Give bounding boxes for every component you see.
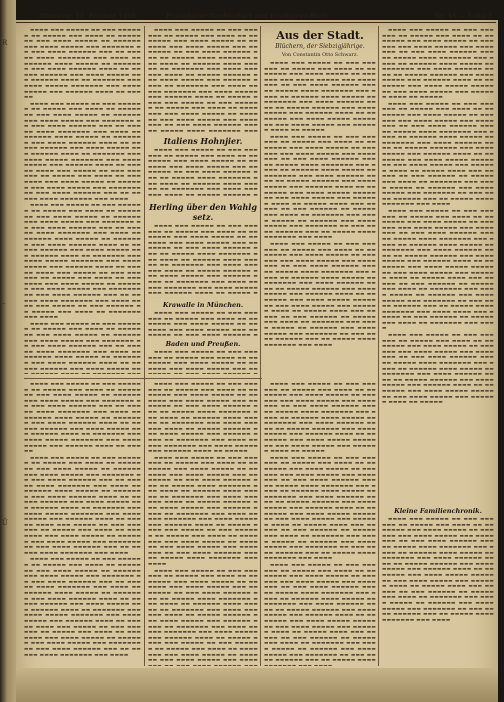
body-text: ▬▬▬▬ ▬▬▬ ▬▬▬▬▬ ▬▬ ▬▬▬ ▬▬▬▬▬▬ ▬▬ ▬▬▬▬▬ ▬▬▬ ▬▬▬▬ ▬▬ ▬▬▬▬▬▬▬ ▬▬▬ ▬▬▬▬ ▬▬▬▬▬ ▬▬ ▬▬▬▬▬▬ ▬▬▬ ▬▬▬▬ ▬▬▬▬▬ ▬▬▬ ▬▬▬▬▬▬▬ ▬▬ ▬▬▬ ▬▬▬▬ ▬▬▬▬▬▬ ▬▬▬ ▬▬ ▬▬▬▬▬ ▬▬▬▬ ▬▬▬▬▬▬▬ ▬▬▬ ▬▬▬▬ ▬▬ ▬▬▬▬▬▬ ▬▬▬▬ ▬▬▬▬▬ ▬▬ ▬▬▬▬▬▬▬ ▬▬▬ ▬▬▬▬ ▬▬▬▬▬▬ ▬▬▬▬ ▬▬ ▬▬▬▬▬ ▬▬▬▬▬▬ ▬▬▬ ▬▬▬▬ ▬▬▬▬▬ ▬▬▬ ▬▬▬▬▬▬ ▬▬▬▬ ▬▬ ▬▬▬▬▬▬▬ ▬▬▬ ▬▬▬▬ ▬▬▬▬▬ ▬▬▬▬▬▬▬ ▬▬▬ ▬▬▬▬ ▬▬▬▬▬ ▬▬▬ ▬▬▬▬▬▬ ▬▬▬▬ ▬▬ ▬▬▬▬▬ ▬▬▬▬ ▬▬▬ ▬▬▬▬▬ ▬▬ ▬▬▬ ▬▬▬▬▬▬ ▬▬ ▬▬▬▬▬ ▬▬▬ ▬▬▬▬ ▬▬ ▬▬▬▬▬▬▬ ▬▬▬ ▬▬▬▬ ▬▬▬▬▬ ▬▬ ▬▬▬▬▬▬ ▬▬▬ ▬▬▬▬ ▬▬▬▬▬ ▬▬▬ ▬▬▬▬▬▬▬ ▬▬ ▬▬▬ ▬▬▬▬ ▬▬▬▬▬▬ ▬▬▬ ▬▬ ▬▬▬▬▬ ▬▬▬▬ ▬▬▬▬▬▬▬ ▬▬▬ ▬▬▬▬ ▬▬ ▬▬▬▬▬▬ ▬▬▬▬ ▬▬▬▬▬ ▬▬ ▬▬▬▬▬▬▬ ▬▬▬ ▬▬▬▬ ▬▬▬▬▬▬ ▬▬▬▬ ▬▬ ▬▬▬▬▬ ▬▬▬▬▬▬ ▬▬▬ ▬▬▬▬ ▬▬▬▬▬ ▬▬▬ ▬▬▬▬▬▬ ▬▬▬▬ ▬▬ ▬▬▬▬▬▬▬ ▬▬▬ ▬▬▬▬ ▬▬▬▬▬ ▬▬▬▬▬▬▬ ▬▬▬ ▬▬▬▬ ▬▬▬▬▬ ▬▬▬ ▬▬▬▬▬▬ ▬▬▬▬ ▬▬ ▬▬▬▬▬ ▬▬▬▬ ▬▬▬ ▬▬▬▬▬ ▬▬ ▬▬▬ ▬▬▬▬▬▬ ▬▬ ▬▬▬▬▬ ▬▬▬ ▬▬▬▬ ▬▬ ▬▬▬▬▬▬▬ ▬▬▬ ▬▬▬▬ ▬▬▬▬▬ ▬▬ ▬▬▬▬▬▬ ▬▬▬ ▬▬▬▬ ▬▬▬▬▬ ▬▬▬ ▬▬▬▬▬▬▬ ▬▬ ▬▬▬ ▬▬▬▬ ▬▬▬▬▬▬ ▬▬▬ ▬▬ ▬▬▬▬▬ ▬▬▬▬ ▬▬▬▬▬▬▬ ▬▬▬ ▬▬▬▬ ▬▬▬▬ ▬▬▬ ▬▬▬▬▬ ▬▬ ▬▬▬ ▬▬▬▬▬▬ ▬▬ ▬▬▬▬▬ ▬▬▬ ▬▬▬▬ ▬▬ ▬▬▬▬▬▬▬ ▬▬▬ ▬▬▬▬ ▬▬▬▬▬ ▬▬ ▬▬▬▬▬▬ ▬▬▬ ▬▬▬▬ ▬▬▬▬▬ ▬▬▬ ▬▬▬▬▬▬▬ ▬▬ ▬▬▬ ▬▬▬▬ ▬▬▬▬▬▬ ▬▬▬ ▬▬ ▬▬▬▬▬ ▬▬▬▬ ▬▬▬▬▬▬▬ ▬▬▬ ▬▬▬▬ ▬▬ ▬▬▬▬▬▬ ▬▬▬▬ ▬▬▬▬▬ ▬▬ ▬▬▬▬▬▬▬ ▬▬▬ ▬▬▬▬ ▬▬▬▬▬▬ ▬▬▬▬ ▬▬ ▬▬▬▬▬ ▬▬▬▬▬▬ ▬▬▬ ▬▬▬▬ ▬▬▬▬▬ ▬▬▬ ▬▬▬▬▬▬ ▬▬▬▬ ▬▬ ▬▬▬▬▬▬▬ ▬▬▬ ▬▬▬▬ ▬▬▬▬▬ ▬▬▬▬▬▬▬ ▬▬▬ ▬▬▬▬ ▬▬▬▬▬ ▬▬▬ ▬▬▬▬▬▬ ▬▬▬▬ ▬▬ ▬▬▬▬▬ ▬▬▬▬ ▬▬▬ ▬▬▬▬▬ ▬▬ ▬▬▬ ▬▬▬▬▬▬ ▬▬ ▬▬▬▬▬ ▬▬▬ ▬▬▬▬ ▬▬ ▬▬▬▬▬▬▬ ▬▬▬ ▬▬▬▬ ▬▬▬▬▬ ▬▬ ▬▬▬▬▬▬ ▬▬▬ ▬▬▬▬ ▬▬▬▬▬ ▬▬▬ ▬▬▬▬▬▬▬ ▬▬ ▬▬▬ ▬▬▬▬ ▬▬▬▬▬▬ ▬▬▬ ▬▬ ▬▬▬▬▬ ▬▬▬▬ ▬▬▬▬▬▬▬ ▬▬▬ ▬▬▬▬ ▬▬▬▬ ▬▬▬ ▬▬▬▬▬ ▬▬ ▬▬▬ ▬▬▬▬▬▬ ▬▬ ▬▬▬▬▬ ▬▬▬ ▬▬▬▬ ▬▬ ▬▬▬▬▬▬▬ ▬▬▬ ▬▬▬▬ ▬▬▬▬ ▬▬▬ ▬▬▬▬▬ ▬▬ ▬▬▬ ▬▬▬▬▬▬ ▬▬ ▬▬▬▬▬ ▬▬▬ ▬▬▬▬ ▬▬ ▬▬▬▬▬▬▬ ▬▬▬ ▬▬▬▬ ▬▬▬▬▬ ▬▬ ▬▬▬▬▬▬ ▬▬▬ ▬▬▬▬ ▬▬▬▬▬ ▬▬▬ ▬▬▬▬▬▬▬ ▬▬ ▬▬▬ ▬▬▬▬ ▬▬▬▬▬▬ ▬▬▬ ▬▬ ▬▬▬▬▬ ▬▬▬▬ ▬▬▬▬▬▬▬ ▬▬▬ ▬▬▬▬ ▬▬ ▬▬▬▬▬▬ ▬▬▬▬ ▬▬▬▬▬ ▬▬ ▬▬▬▬▬▬▬ ▬▬▬ ▬▬▬▬ ▬▬▬▬▬▬ ▬▬▬▬ ▬▬ ▬▬▬▬▬ ▬▬▬▬▬▬ ▬▬▬ ▬▬▬▬ ▬▬▬▬▬ ▬▬ [24, 28, 141, 372]
column-3-lower [264, 382, 376, 666]
margin-mark: – [2, 299, 6, 307]
column-1-lower [24, 382, 141, 666]
header-masthead: Frankfurter Nachrichten und Intelligenz-Blatt [166, 12, 327, 20]
column-rule [378, 26, 379, 666]
column-3 [264, 28, 376, 374]
article-byline: Von Constantin Otto Schwarz. [281, 52, 359, 58]
article-subtitle: Blüchern, der Siebzigjährige. [275, 43, 365, 50]
body-text: ▬▬▬▬ ▬▬▬ ▬▬▬▬▬ ▬▬ ▬▬▬ ▬▬▬▬▬▬ ▬▬ ▬▬▬▬▬ ▬▬▬ ▬▬▬▬ ▬▬ ▬▬▬▬▬▬▬ ▬▬▬ ▬▬▬▬ ▬▬▬▬▬ ▬▬ ▬▬▬▬▬▬ ▬▬▬ ▬▬▬▬ ▬▬▬▬▬ ▬▬▬ ▬▬▬▬▬▬▬ ▬▬ ▬▬▬ ▬▬▬▬ ▬▬▬▬▬▬ ▬▬▬ ▬▬ ▬▬▬▬▬ ▬▬▬▬ ▬▬▬▬▬▬▬ ▬▬▬ ▬▬▬▬ ▬▬ ▬▬▬▬▬▬ ▬▬▬▬ ▬▬▬▬▬ ▬▬ ▬▬▬▬▬▬▬ ▬▬▬ ▬▬▬▬ ▬▬▬▬▬▬ ▬▬▬▬ ▬▬ ▬▬▬▬▬ ▬▬▬▬▬▬ ▬▬▬ ▬▬▬▬ ▬▬▬▬▬ ▬▬▬ ▬▬▬▬▬▬ ▬▬▬▬ ▬▬ ▬▬▬▬▬▬▬ ▬▬▬ ▬▬▬▬ ▬▬▬▬▬ ▬▬▬▬▬▬▬ ▬▬▬ ▬▬▬▬ ▬▬▬▬▬ ▬▬▬ ▬▬▬▬▬▬ ▬▬▬▬ ▬▬ ▬▬▬▬▬ ▬▬▬▬ ▬▬▬ ▬▬▬▬▬ ▬▬ ▬▬▬ ▬▬▬▬▬▬ ▬▬ ▬▬▬▬▬ ▬▬▬ ▬▬▬▬ ▬▬ ▬▬▬▬▬▬▬ ▬▬▬ ▬▬▬▬ ▬▬▬▬▬ ▬▬ ▬▬▬▬▬▬ ▬▬▬ ▬▬▬▬ ▬▬▬▬▬ ▬▬▬ ▬▬▬▬▬▬▬ ▬▬ ▬▬▬ ▬▬▬▬ ▬▬▬▬▬▬ ▬▬▬ ▬▬ ▬▬▬▬▬ ▬▬▬▬ ▬▬▬▬▬▬▬ ▬▬▬ ▬▬▬▬ [382, 517, 494, 623]
body-text: ▬▬▬▬ ▬▬▬ ▬▬▬▬▬ ▬▬ ▬▬▬ ▬▬▬▬▬▬ ▬▬ ▬▬▬▬▬ ▬▬▬ ▬▬▬▬ ▬▬ ▬▬▬▬▬▬▬ ▬▬▬ ▬▬▬▬ ▬▬▬▬▬ ▬▬ ▬▬▬▬▬▬ ▬▬▬ ▬▬▬▬ ▬▬▬▬▬ ▬▬▬ ▬▬▬▬▬▬▬ ▬▬ ▬▬▬ ▬▬▬▬ ▬▬▬▬▬▬ ▬▬▬ ▬▬ ▬▬▬▬▬ ▬▬▬▬ ▬▬▬▬▬▬▬ ▬▬▬ ▬▬▬▬ ▬▬ ▬▬▬▬▬▬ ▬▬▬▬ ▬▬▬▬▬ ▬▬ ▬▬▬▬▬▬▬ ▬▬▬ ▬▬▬▬ ▬▬▬▬▬▬ ▬▬▬▬ ▬▬ ▬▬▬▬▬ ▬▬▬▬▬▬ ▬ [148, 148, 258, 198]
body-text: ▬▬▬▬ ▬▬▬ ▬▬▬▬▬ ▬▬ ▬▬▬ ▬▬▬▬▬▬ ▬▬ ▬▬▬▬▬ ▬▬▬ ▬▬▬▬ ▬▬ ▬▬▬▬▬▬▬ ▬▬▬ ▬▬▬▬ ▬▬▬▬▬ ▬▬ ▬▬▬▬▬▬ ▬▬▬ ▬▬▬▬ ▬▬▬▬▬ ▬▬▬ ▬▬▬▬▬▬▬ ▬▬ ▬▬▬ ▬▬▬▬ ▬▬▬▬▬▬ ▬▬▬ ▬▬ ▬▬▬▬▬ ▬▬▬▬ ▬▬▬▬▬▬▬ ▬▬▬ ▬▬▬▬ ▬▬ ▬▬▬▬▬▬ ▬▬▬▬ ▬▬▬▬▬ ▬▬ ▬▬▬▬▬▬▬ ▬▬▬ ▬▬▬▬ ▬▬▬▬▬▬ ▬▬▬▬ ▬▬ ▬▬▬▬▬ ▬▬▬▬▬▬ ▬▬▬ ▬▬▬▬ ▬▬▬▬▬ ▬▬▬ ▬▬▬▬▬▬ ▬▬▬▬ ▬▬ ▬▬▬▬▬▬▬ ▬▬▬ ▬▬▬▬ ▬▬▬▬▬ ▬▬▬▬▬▬▬ ▬▬▬ ▬▬▬▬ ▬▬▬▬▬ ▬▬▬ ▬▬▬▬▬▬ ▬▬▬▬ ▬▬ ▬▬▬▬▬ ▬▬▬▬ ▬▬▬ ▬▬▬▬▬ ▬▬ ▬▬▬ ▬▬▬▬▬▬ ▬▬ ▬▬▬▬▬ ▬▬▬ ▬▬▬▬ ▬▬ ▬▬▬▬▬▬▬ ▬▬▬ ▬▬▬▬ ▬▬▬▬▬ ▬▬ ▬▬▬▬▬▬ ▬▬▬ ▬▬▬▬ ▬▬▬▬▬ ▬▬▬ ▬▬▬▬▬▬▬ ▬▬ ▬▬▬ ▬▬▬▬ ▬▬▬▬▬▬ ▬▬▬ ▬▬ ▬▬▬▬▬ ▬▬▬▬ ▬▬▬▬▬▬▬ ▬▬▬ ▬▬▬▬ ▬▬ ▬▬▬▬▬▬ ▬▬▬▬ ▬▬▬▬▬ ▬▬ ▬▬▬▬▬▬▬ ▬▬▬ ▬▬▬▬ ▬▬▬▬▬▬ ▬▬▬▬ ▬▬ ▬▬▬▬▬ ▬▬▬▬▬▬ ▬▬▬ ▬▬▬▬ ▬▬▬▬▬ ▬▬▬ ▬▬▬▬▬▬ ▬▬▬▬ ▬▬ ▬▬▬▬▬▬▬ ▬▬▬ ▬▬▬▬ ▬▬▬▬▬ ▬▬▬▬▬▬▬ ▬▬▬ ▬▬▬▬ ▬▬▬▬▬ ▬▬▬ ▬▬▬▬▬▬ ▬▬▬▬ ▬▬ ▬▬▬▬▬ ▬▬▬▬ ▬▬▬ ▬▬▬▬▬ ▬▬ ▬▬▬ ▬▬▬▬▬▬ ▬▬ ▬▬▬▬▬ ▬▬▬ ▬▬▬▬ ▬▬ ▬▬▬▬▬▬▬ ▬▬▬ ▬▬▬▬ ▬▬▬▬▬ ▬▬ ▬▬▬▬▬▬ ▬▬▬ ▬▬▬▬ ▬▬▬▬▬ ▬▬▬ ▬▬▬▬▬▬▬ ▬▬ ▬▬▬ ▬▬▬▬ ▬▬▬▬▬▬ ▬▬▬ ▬▬ ▬▬▬▬▬ ▬▬▬▬ ▬▬▬▬▬▬▬ ▬▬▬ ▬▬▬▬ ▬▬▬▬ ▬▬▬ ▬▬▬▬▬ ▬▬ ▬▬▬ ▬▬▬▬▬▬ ▬▬ ▬▬▬▬▬ ▬▬▬ ▬▬▬▬ ▬▬ ▬▬▬▬▬▬▬ ▬▬▬ ▬▬▬▬ ▬▬▬▬▬ ▬▬ ▬▬▬▬▬▬ ▬▬▬ ▬▬▬▬ ▬▬▬▬▬ ▬▬▬ ▬▬▬▬▬▬▬ ▬▬ ▬▬▬ ▬▬▬▬ ▬▬▬▬▬▬ ▬▬▬ ▬▬ ▬▬▬▬▬ ▬▬▬▬ ▬▬▬▬▬▬▬ ▬▬▬ ▬▬▬▬ ▬▬ ▬▬▬▬▬▬ ▬▬▬▬ ▬▬▬▬▬ ▬▬ ▬▬▬▬▬▬▬ ▬▬▬ ▬▬▬▬ ▬▬▬▬▬▬ ▬▬▬▬ ▬▬ ▬▬▬▬▬ ▬▬▬▬▬▬ ▬▬▬ ▬▬▬▬ ▬▬▬▬▬ ▬▬▬ ▬▬▬▬▬▬ ▬▬▬▬ ▬▬ ▬▬▬▬▬▬▬ ▬▬▬ ▬▬▬▬ ▬▬▬▬▬ ▬▬▬▬▬▬▬ ▬▬▬ ▬▬▬▬ ▬▬▬▬▬ ▬▬▬ ▬▬▬▬▬▬ ▬▬▬▬ ▬▬ ▬▬▬▬▬ ▬▬▬▬ ▬▬▬ ▬▬▬▬▬ ▬▬ ▬▬▬ ▬▬▬▬▬▬ ▬▬ ▬▬▬▬▬ ▬▬▬ ▬▬▬▬ ▬▬ ▬▬▬▬▬▬▬ ▬▬▬ ▬▬▬▬ ▬▬▬▬▬ ▬▬ ▬▬▬▬▬▬ ▬▬▬ ▬▬▬▬ ▬▬▬▬▬ ▬▬▬ ▬▬▬▬▬▬▬ ▬▬ ▬▬▬ ▬▬▬▬ ▬▬▬▬▬▬ ▬▬▬ ▬▬ ▬▬▬▬▬ ▬▬▬▬ [264, 382, 376, 664]
body-text: ▬▬▬▬ ▬▬▬ ▬▬▬▬▬ ▬▬ ▬▬▬ ▬▬▬▬▬▬ ▬▬ ▬▬▬▬▬ ▬▬▬ ▬▬▬▬ ▬▬ ▬▬▬▬▬▬▬ ▬▬▬ ▬▬▬▬ ▬▬▬▬▬ ▬▬ ▬▬▬▬▬▬ ▬▬▬ ▬▬▬▬ ▬▬▬▬▬ ▬▬▬ ▬▬▬▬▬▬▬ ▬▬ ▬▬▬ ▬▬▬▬ ▬▬▬▬▬▬ ▬▬▬ ▬▬ ▬▬▬▬▬ ▬▬▬▬ ▬▬▬▬▬▬▬ ▬▬▬ ▬▬▬▬ ▬▬ ▬▬▬▬▬▬ ▬▬▬▬ ▬▬▬▬▬ ▬▬ ▬▬▬▬▬▬▬ ▬▬▬ ▬▬▬▬ ▬▬▬▬▬▬ ▬▬▬▬ ▬▬ ▬▬▬▬▬ ▬▬▬▬▬▬ ▬▬▬ ▬▬▬▬ ▬▬▬▬▬ ▬▬▬ ▬▬▬▬▬▬ ▬▬▬▬ ▬▬ ▬▬▬▬▬▬▬ ▬▬▬ ▬▬▬▬ ▬▬▬▬▬ ▬▬▬▬▬▬▬ ▬▬▬ ▬▬▬▬ ▬▬▬▬▬ ▬▬▬ ▬▬▬▬▬▬ ▬▬▬▬ ▬▬ ▬▬▬▬▬ ▬▬▬▬ ▬▬▬ ▬▬▬▬▬ ▬▬ ▬▬▬ ▬▬▬▬▬▬ ▬▬ ▬▬▬▬▬ ▬▬▬ ▬▬▬▬ ▬▬ ▬▬▬▬▬▬▬ ▬▬▬ ▬▬▬▬ ▬▬▬▬▬ ▬▬ ▬▬▬▬▬▬ ▬▬▬ ▬▬▬▬ ▬▬▬▬▬ ▬▬▬ ▬▬▬▬▬▬▬ ▬▬ ▬▬▬ ▬▬▬▬ ▬▬▬▬▬▬ ▬▬▬ ▬▬ ▬▬▬▬▬ ▬▬▬▬ ▬▬▬▬▬▬▬ ▬▬▬ ▬▬▬▬ ▬▬ ▬▬▬▬▬▬ ▬▬▬▬ ▬▬▬▬▬ ▬▬ ▬▬▬▬▬▬▬ ▬▬▬ ▬▬▬▬ ▬▬▬▬▬▬ ▬▬▬▬ ▬▬ ▬▬▬▬▬ ▬▬▬▬▬▬ ▬▬▬ ▬▬▬▬ ▬▬▬▬▬ ▬▬▬ ▬▬▬▬▬▬ ▬▬▬▬ ▬▬ ▬▬▬▬▬▬▬ ▬▬▬ ▬▬▬▬ ▬▬▬▬▬ ▬▬▬▬▬▬▬ ▬▬▬ ▬▬▬▬ ▬▬▬▬▬ ▬▬▬ ▬▬▬▬▬▬ ▬▬▬▬ ▬▬ ▬▬▬▬▬ ▬▬▬▬ ▬▬▬ ▬▬▬▬▬ ▬▬ ▬▬▬ ▬▬▬▬▬▬ ▬▬ ▬▬▬▬▬ ▬▬▬ ▬▬▬▬ ▬▬ ▬▬▬▬▬▬▬ ▬▬▬ ▬▬▬▬ ▬▬▬▬▬ ▬▬ ▬▬▬▬▬▬ ▬▬▬ ▬▬▬▬ ▬▬▬▬▬ ▬▬▬ ▬▬▬▬▬▬▬ ▬▬ ▬▬▬ ▬▬▬▬ ▬▬▬▬▬▬ ▬▬▬ ▬▬ ▬▬▬▬▬ ▬▬▬▬ ▬▬▬▬▬▬▬ ▬▬▬ ▬▬▬▬ ▬▬▬▬ ▬▬▬ ▬▬▬▬▬ ▬▬ ▬▬▬ ▬▬▬▬▬▬ ▬▬ ▬▬▬▬▬ ▬▬▬ ▬▬▬▬ ▬▬ ▬▬▬▬▬▬▬ ▬▬▬ ▬▬▬▬ ▬▬▬▬▬ ▬▬ ▬▬▬▬▬▬ ▬▬▬ ▬▬▬▬ ▬▬▬▬▬ ▬▬▬ ▬▬▬▬▬▬▬ ▬▬ ▬▬▬ ▬▬▬▬ ▬▬▬▬▬▬ ▬▬▬ ▬▬ ▬▬▬▬▬ ▬▬▬▬ ▬▬▬▬▬▬▬ ▬▬▬ ▬▬▬▬ ▬▬ ▬▬▬▬▬▬ ▬▬▬▬ ▬▬▬▬▬ ▬▬ ▬▬▬▬▬▬▬ ▬▬▬ ▬▬▬▬ ▬▬▬▬▬▬ ▬▬▬▬ ▬▬ ▬▬▬▬▬ ▬▬▬▬▬▬ ▬▬▬ ▬▬▬▬ ▬▬▬▬▬ ▬▬▬ ▬▬▬▬▬▬ ▬▬▬▬ ▬▬ ▬▬▬▬▬▬▬ ▬▬▬ ▬▬▬▬ ▬▬▬▬▬ ▬▬▬▬▬▬▬ ▬▬▬ ▬▬▬▬ ▬▬▬▬▬ ▬▬▬ ▬▬▬▬▬▬ ▬▬▬▬ ▬▬ ▬▬▬▬▬ ▬▬▬▬ ▬▬▬ ▬▬▬▬▬ ▬▬ ▬▬▬ ▬▬▬▬▬▬ ▬▬ ▬▬▬▬▬ ▬▬▬ ▬▬▬▬ ▬▬ ▬▬▬▬▬▬▬ ▬▬▬ ▬▬▬▬ ▬▬▬▬▬ ▬▬ ▬▬▬▬▬▬ ▬▬▬ ▬▬▬▬ ▬▬▬▬▬ ▬▬▬ ▬▬▬▬▬▬▬ ▬▬ ▬▬▬ ▬▬▬▬ ▬▬▬▬▬▬ ▬▬▬ ▬▬ ▬▬▬▬▬ ▬▬▬▬ ▬▬▬▬▬▬▬ ▬▬▬ ▬▬▬▬ ▬▬▬▬ ▬▬▬ ▬▬▬▬▬ ▬▬ ▬▬▬ ▬▬▬▬▬▬ ▬▬ ▬▬▬▬▬ ▬▬▬ ▬▬▬▬ ▬▬ ▬▬▬▬▬▬▬ ▬▬▬ ▬▬▬▬ ▬▬▬▬ ▬▬▬ ▬▬▬▬▬ ▬▬ ▬▬▬ ▬▬▬▬▬▬ ▬▬ ▬▬▬▬▬ ▬▬▬ ▬▬▬▬ ▬▬ ▬▬▬▬▬▬▬ ▬▬▬ ▬▬▬▬ ▬▬▬▬▬ ▬▬ ▬▬▬▬▬▬ ▬▬▬ ▬▬▬▬ ▬▬▬▬▬ ▬▬▬ ▬▬▬▬▬▬▬ ▬▬ ▬▬▬ ▬▬▬▬ ▬▬▬▬▬▬ ▬▬▬ ▬▬ ▬▬▬▬▬ ▬▬▬▬ ▬▬▬▬▬▬▬ ▬▬▬ ▬▬▬▬ ▬▬ ▬▬▬▬▬▬ ▬▬▬▬ ▬▬▬▬▬ ▬▬ ▬▬▬▬▬▬▬ ▬▬▬ ▬▬▬▬ ▬▬▬▬▬▬ ▬▬▬▬ ▬▬ ▬▬▬▬▬ ▬▬▬▬▬▬ ▬▬▬ ▬▬▬▬ ▬▬▬▬▬ ▬▬▬ ▬▬▬▬▬▬ ▬▬▬▬ ▬▬ ▬▬▬▬▬▬▬ ▬▬▬ ▬▬▬▬ ▬▬▬▬▬ ▬▬▬▬▬▬▬ ▬▬▬ ▬▬▬▬ ▬▬▬▬▬ ▬▬▬ ▬▬▬▬▬▬ ▬▬▬▬ ▬▬ ▬▬▬▬▬ [382, 28, 494, 406]
section-headline: Aus der Stadt. [276, 29, 364, 42]
header-date: Dienstag, 12. Februar 1918. [40, 12, 139, 20]
body-text: ▬▬▬▬ ▬▬▬ ▬▬▬▬▬ ▬▬ ▬▬▬ ▬▬▬▬▬▬ ▬▬ ▬▬▬▬▬ ▬▬▬ ▬▬▬▬ ▬▬ ▬▬▬▬▬▬▬ ▬▬▬ ▬▬▬▬ ▬▬▬▬▬ ▬▬ ▬▬▬▬▬▬ ▬▬▬ ▬▬▬▬ ▬▬▬▬▬ ▬▬▬ ▬▬▬▬▬▬▬ ▬▬ ▬▬▬ ▬▬▬▬ ▬▬▬▬▬▬ ▬▬▬ ▬▬ ▬▬▬▬▬ ▬▬▬▬ ▬▬▬▬▬▬▬ ▬▬▬ ▬▬▬▬ ▬▬ ▬▬▬▬▬▬ ▬▬▬▬ ▬▬▬▬▬ ▬▬ ▬▬▬▬▬▬▬ ▬▬▬ ▬▬▬▬ ▬▬▬▬▬▬ ▬▬▬▬ ▬▬ ▬▬▬▬▬ ▬▬▬▬▬▬ ▬▬▬ ▬▬▬▬ ▬▬▬▬▬ ▬▬▬ ▬▬▬▬▬▬ ▬▬▬▬ ▬▬ ▬▬▬▬▬▬▬ ▬▬▬ ▬▬▬▬ ▬▬▬▬▬ ▬▬▬▬▬▬▬ ▬▬▬ ▬▬▬▬ ▬▬▬▬▬ ▬▬▬ ▬▬▬▬▬▬ ▬▬▬▬ ▬▬ ▬▬▬▬▬ ▬▬▬▬ ▬▬▬ ▬▬▬▬▬ ▬▬ ▬▬▬ ▬▬▬▬▬▬ ▬▬ ▬▬▬▬▬ ▬▬▬ ▬▬▬▬ ▬▬ ▬▬▬▬▬▬▬ ▬▬▬ ▬▬▬▬ ▬▬▬▬▬ ▬▬ ▬▬▬▬▬▬ ▬▬▬ ▬▬▬▬ ▬▬▬▬▬ ▬▬▬ ▬▬▬▬▬▬▬ ▬▬ ▬▬▬ ▬▬▬▬ ▬▬▬▬▬▬ ▬▬▬ ▬▬ ▬▬▬▬▬ ▬▬▬▬ ▬▬▬▬▬▬▬ ▬▬▬ ▬▬▬▬ ▬▬ ▬▬▬▬▬▬ ▬▬▬▬ ▬▬▬▬▬ ▬▬ ▬▬▬▬▬▬▬ ▬▬▬ ▬▬▬▬ ▬▬▬▬▬▬ ▬▬▬▬ ▬▬ ▬▬▬▬▬ ▬▬▬▬▬▬ ▬▬▬ ▬▬▬▬ ▬▬▬▬▬ ▬▬▬ ▬▬▬▬▬▬ ▬▬▬▬ ▬▬ ▬▬▬▬▬▬▬ ▬▬▬ ▬▬▬▬ ▬▬▬▬▬ ▬▬▬▬▬▬▬ ▬▬▬ ▬▬▬▬ ▬▬▬▬▬ ▬▬▬ ▬▬▬▬▬▬ ▬▬▬▬ ▬▬ ▬▬▬▬▬ ▬▬▬▬ ▬▬▬ ▬▬▬▬▬ ▬▬ ▬▬▬ ▬▬▬▬▬▬ ▬▬ ▬▬▬▬▬ ▬▬▬ ▬▬▬▬ ▬▬ ▬▬▬▬▬▬▬ ▬▬▬ ▬▬▬▬ ▬▬▬▬▬ ▬▬ ▬▬▬▬▬▬ ▬▬▬ ▬▬▬▬ ▬▬▬▬▬ ▬▬▬ ▬▬▬▬▬▬▬ ▬▬ ▬▬▬ ▬▬▬▬ ▬▬▬▬▬▬ ▬▬▬ ▬▬ ▬▬▬▬▬ ▬▬▬▬ ▬▬▬▬▬▬▬ ▬▬▬ ▬▬▬▬ ▬▬▬▬ ▬▬▬ ▬▬▬▬▬ ▬▬ ▬▬▬ ▬▬▬▬▬▬ ▬▬ ▬▬▬▬▬ ▬▬▬ ▬▬▬▬ ▬▬ ▬▬▬▬▬▬▬ ▬▬▬ ▬▬▬▬ ▬▬▬▬▬ ▬▬ ▬▬▬▬▬▬ ▬▬▬ ▬▬▬▬ ▬▬▬▬▬ ▬▬▬ ▬▬▬▬▬▬▬ ▬▬ ▬▬▬ ▬▬▬▬ ▬▬▬▬▬▬ ▬▬▬ ▬▬ ▬▬▬▬▬ ▬▬▬▬ ▬▬▬▬▬▬▬ ▬▬▬ ▬▬▬▬ ▬▬ ▬▬▬▬▬▬ ▬▬▬▬ ▬▬▬▬▬ ▬▬ ▬▬▬▬▬▬▬ ▬▬▬ ▬▬▬▬ ▬▬▬▬▬▬ ▬▬▬▬ ▬▬ ▬▬▬▬▬ ▬▬▬▬▬▬ ▬▬▬ ▬▬▬▬ ▬▬▬▬▬ ▬▬▬ ▬▬▬▬▬▬ ▬▬▬▬ ▬▬ ▬▬▬▬▬▬▬ ▬▬▬ ▬▬▬▬ ▬▬▬▬▬ ▬▬▬▬▬▬▬ ▬▬▬ ▬▬▬▬ ▬▬▬▬▬ ▬▬▬ ▬▬▬▬▬▬ ▬▬▬▬ ▬▬ ▬▬▬▬▬ ▬▬▬▬ ▬▬▬ ▬▬▬▬▬ ▬▬ ▬▬▬ ▬▬▬▬▬▬ ▬▬ ▬▬▬▬▬ ▬▬▬ ▬▬▬▬ ▬▬ ▬▬▬▬▬▬▬ ▬▬▬ ▬▬▬▬ ▬▬▬▬▬ ▬▬ ▬▬▬▬▬▬ ▬▬▬ ▬▬▬▬ ▬▬▬▬▬ ▬▬▬ ▬▬▬▬▬▬▬ ▬▬ ▬▬▬ ▬▬▬▬ ▬▬▬▬▬▬ ▬▬▬ ▬▬ ▬▬▬▬▬ ▬▬▬▬ ▬▬▬▬▬▬▬ ▬▬▬ ▬▬▬▬ [24, 382, 141, 658]
column-1 [24, 28, 141, 374]
margin-mark: Ü [2, 519, 8, 527]
page-header [16, 10, 496, 23]
body-text: ▬▬▬▬ ▬▬▬ ▬▬▬▬▬ ▬▬ ▬▬▬ ▬▬▬▬▬▬ ▬▬ ▬▬▬▬▬ ▬▬▬ ▬▬▬▬ ▬▬ ▬▬▬▬▬▬▬ ▬▬▬ ▬▬▬▬ ▬▬▬▬▬ ▬▬ ▬▬▬▬▬▬ ▬▬▬ ▬▬▬▬ ▬▬▬▬▬ ▬▬▬ ▬▬▬▬▬▬▬ ▬▬ ▬▬▬ ▬▬▬▬ ▬▬▬▬▬▬ ▬ [148, 311, 258, 337]
body-text: ▬▬▬▬ ▬▬▬ ▬▬▬▬▬ ▬▬ ▬▬▬ ▬▬▬▬▬▬ ▬▬ ▬▬▬▬▬ ▬▬▬ ▬▬▬▬ ▬▬ ▬▬▬▬▬▬▬ ▬▬▬ ▬▬▬▬ ▬▬▬▬▬ ▬▬ ▬▬▬▬▬▬ ▬▬▬ ▬▬▬▬ ▬▬▬▬▬ ▬▬▬ ▬▬▬▬▬▬▬ ▬▬ ▬▬▬ ▬▬▬▬ ▬▬▬▬▬▬ ▬▬▬ ▬▬ ▬▬▬▬▬ ▬▬▬▬ ▬▬▬▬▬▬▬ ▬▬▬ ▬▬▬▬ ▬▬ ▬▬▬▬▬▬ ▬▬▬▬ ▬▬▬▬▬ ▬▬ ▬▬▬▬▬▬▬ ▬▬▬ ▬▬▬▬ ▬▬▬▬▬▬ ▬▬▬▬ ▬▬ ▬▬▬▬▬ ▬▬▬▬▬▬ ▬▬▬ ▬▬▬▬ ▬▬▬▬▬ ▬▬▬ ▬▬▬▬▬▬ ▬▬▬▬ ▬▬ ▬▬▬▬▬▬▬ ▬▬▬ ▬▬▬▬ ▬▬▬▬▬ ▬▬▬▬▬▬▬ ▬▬▬ ▬▬▬▬ ▬▬▬▬▬ ▬▬▬ ▬▬▬▬▬▬ ▬▬▬▬ ▬▬ ▬▬▬▬▬ ▬▬▬▬ ▬▬▬ ▬▬▬▬▬ ▬▬ ▬▬▬ ▬▬▬▬▬▬ ▬▬ ▬▬▬▬▬ ▬▬▬ ▬▬▬▬ ▬▬ ▬▬▬▬▬▬▬ ▬▬▬ ▬▬▬▬ ▬▬▬▬▬ ▬▬ ▬▬▬▬▬▬ ▬▬▬ ▬▬▬▬ ▬▬▬▬▬ ▬▬▬ ▬▬▬▬▬▬▬ ▬▬ ▬▬▬ ▬▬▬▬ ▬▬▬▬▬▬ ▬▬▬ ▬▬ ▬▬▬▬▬ ▬▬▬▬ ▬▬▬▬▬▬▬ ▬▬▬ [148, 28, 258, 132]
column-2-lower [148, 382, 258, 666]
margin-mark: R [2, 39, 8, 47]
column-2 [148, 28, 258, 374]
column-rule [144, 26, 145, 666]
page-bottom-fold [16, 668, 498, 702]
article-headline: Italiens Hohnjier. [163, 136, 243, 146]
body-text: ▬▬▬▬ ▬▬▬ ▬▬▬▬▬ ▬▬ ▬▬▬ ▬▬▬▬▬▬ ▬▬ ▬▬▬▬▬ ▬▬▬ ▬▬▬▬ ▬▬ ▬▬▬▬▬▬▬ ▬▬▬ ▬▬▬▬ ▬▬▬▬▬ ▬▬ ▬▬▬▬▬▬ ▬▬▬ ▬▬▬▬ ▬▬▬▬▬ ▬▬▬ ▬▬▬▬▬▬▬ ▬▬ ▬▬▬ ▬▬▬▬ ▬▬▬▬▬▬ ▬▬▬ ▬▬ ▬▬▬▬▬ ▬▬▬▬ ▬▬▬▬▬▬▬ ▬▬▬ ▬▬▬▬ ▬▬ ▬▬▬▬▬▬ ▬▬▬▬ ▬▬▬▬▬ ▬▬ ▬▬▬▬▬▬▬ ▬▬▬ ▬▬▬▬ ▬▬▬▬▬▬ ▬▬▬▬ ▬▬ ▬▬▬▬▬ ▬▬▬▬▬▬ ▬▬▬ ▬▬▬▬ ▬▬▬▬▬ ▬▬▬ ▬▬▬▬▬▬ ▬▬▬▬ ▬▬ ▬▬▬▬▬▬▬ ▬▬▬ ▬▬▬▬ ▬▬▬▬▬ ▬▬▬▬▬▬▬ ▬▬▬ ▬▬▬▬ ▬▬▬▬▬ ▬▬▬ ▬▬▬▬▬▬ ▬▬▬▬ ▬▬ ▬▬▬▬▬ ▬ [148, 224, 258, 297]
article-headline: Krawalle in München. [162, 301, 244, 309]
column-4 [382, 28, 494, 498]
article-headline: Kleine Familienchronik. [394, 507, 482, 515]
body-text: ▬▬▬▬ ▬▬▬ ▬▬▬▬▬ ▬▬ ▬▬▬ ▬▬▬▬▬▬ ▬▬ ▬▬▬▬▬ ▬▬▬ ▬▬▬▬ ▬▬ ▬▬▬▬▬▬▬ ▬▬▬ ▬▬▬▬ ▬▬▬▬▬ ▬▬ ▬▬▬▬▬▬ ▬▬▬ ▬▬▬▬ ▬▬▬▬▬ ▬▬▬ ▬▬ [148, 350, 258, 372]
body-text: ▬▬▬▬ ▬▬▬ ▬▬▬▬▬ ▬▬ ▬▬▬ ▬▬▬▬▬▬ ▬▬ ▬▬▬▬▬ ▬▬▬ ▬▬▬▬ ▬▬ ▬▬▬▬▬▬▬ ▬▬▬ ▬▬▬▬ ▬▬▬▬▬ ▬▬ ▬▬▬▬▬▬ ▬▬▬ ▬▬▬▬ ▬▬▬▬▬ ▬▬▬ ▬▬▬▬▬▬▬ ▬▬ ▬▬▬ ▬▬▬▬ ▬▬▬▬▬▬ ▬▬▬ ▬▬ ▬▬▬▬▬ ▬▬▬▬ ▬▬▬▬▬▬▬ ▬▬▬ ▬▬▬▬ ▬▬ ▬▬▬▬▬▬ ▬▬▬▬ ▬▬▬▬▬ ▬▬ ▬▬▬▬▬▬▬ ▬▬▬ ▬▬▬▬ ▬▬▬▬▬▬ ▬▬▬▬ ▬▬ ▬▬▬▬▬ ▬▬▬▬▬▬ ▬▬▬ ▬▬▬▬ ▬▬▬▬▬ ▬▬▬ ▬▬▬▬▬▬ ▬▬▬▬ ▬▬ ▬▬▬▬▬▬▬ ▬▬▬ ▬▬▬▬ ▬▬▬▬▬ ▬▬▬▬▬▬▬ ▬▬▬ ▬▬▬▬ ▬▬▬▬▬ ▬▬▬ ▬▬▬▬▬▬ ▬▬▬▬ ▬▬ ▬▬▬▬▬ ▬▬▬▬ ▬▬▬ ▬▬▬▬▬ ▬▬ ▬▬▬ ▬▬▬▬▬▬ ▬▬ ▬▬▬▬▬ ▬▬▬ ▬▬▬▬ ▬▬ ▬▬▬▬▬▬▬ ▬▬▬ ▬▬▬▬ ▬▬▬▬▬ ▬▬ ▬▬▬▬▬▬ ▬▬▬ ▬▬▬▬ ▬▬▬▬▬ ▬▬▬ ▬▬▬▬▬▬▬ ▬▬ ▬▬▬ ▬▬▬▬ ▬▬▬▬▬▬ ▬▬▬ ▬▬ ▬▬▬▬▬ ▬▬▬▬ ▬▬▬▬▬▬▬ ▬▬▬ ▬▬▬▬ ▬▬ ▬▬▬▬▬▬ ▬▬▬▬ ▬▬▬▬▬ ▬▬ ▬▬▬▬▬▬▬ ▬▬▬ ▬▬▬▬ ▬▬▬▬▬▬ ▬▬▬▬ ▬▬ ▬▬▬▬▬ ▬▬▬▬▬▬ ▬▬▬ ▬▬▬▬ ▬▬▬▬▬ ▬▬▬ ▬▬▬▬▬▬ ▬▬▬▬ ▬▬ ▬▬▬▬▬▬▬ ▬▬▬ ▬▬▬▬ ▬▬▬▬▬ ▬▬▬▬▬▬▬ ▬▬▬ ▬▬▬▬ ▬▬▬▬▬ ▬▬▬ ▬▬▬▬▬▬ ▬▬▬▬ ▬▬ ▬▬▬▬▬ ▬▬▬▬ ▬▬▬ ▬▬▬▬▬ ▬▬ ▬▬▬ ▬▬▬▬▬▬ ▬▬ ▬▬▬▬▬ ▬▬▬ ▬▬▬▬ ▬▬ ▬▬▬▬▬▬▬ ▬▬▬ ▬▬▬▬ ▬▬▬▬▬ ▬▬ ▬▬▬▬▬▬ ▬▬▬ ▬▬▬▬ ▬▬▬▬▬ ▬▬▬ ▬▬▬▬▬▬▬ ▬▬ ▬▬▬ ▬▬▬▬ ▬▬▬▬▬▬ ▬▬▬ ▬▬ ▬▬▬▬▬ ▬▬▬▬ ▬▬▬▬▬▬▬ ▬▬▬ ▬▬▬▬ ▬▬▬▬ ▬▬▬ ▬▬▬▬▬ ▬▬ ▬▬▬ ▬▬▬▬▬▬ ▬▬ ▬▬▬▬▬ ▬▬▬ ▬▬▬▬ ▬▬ ▬▬▬▬▬▬▬ ▬▬▬ ▬▬▬▬ ▬▬▬▬▬ ▬▬ ▬▬▬▬▬▬ ▬▬▬ ▬▬▬▬ ▬▬▬▬▬ ▬▬▬ ▬▬▬▬▬▬▬ ▬▬ ▬▬▬ ▬▬▬▬ ▬▬▬▬▬▬ ▬▬▬ ▬▬ ▬▬▬▬▬ ▬▬▬▬ ▬▬▬▬▬▬▬ ▬▬▬ ▬▬▬▬ ▬▬ ▬▬▬▬▬▬ ▬▬▬▬ ▬▬▬▬▬ ▬▬ ▬▬▬▬▬▬▬ ▬▬▬ ▬▬▬▬ ▬▬▬▬▬▬ ▬▬▬▬ ▬▬ ▬▬▬▬▬ ▬▬▬▬▬▬ ▬▬▬ ▬▬▬▬ ▬▬▬▬▬ ▬▬▬ ▬▬▬▬▬▬ ▬▬▬▬ ▬▬ ▬▬▬▬▬▬▬ ▬▬▬ ▬▬▬▬ ▬▬▬▬▬ ▬▬▬▬▬▬▬ ▬▬▬ ▬▬▬▬ ▬▬▬▬▬ ▬▬▬ ▬▬▬▬▬▬ ▬▬▬▬ ▬▬ ▬▬▬▬▬ ▬▬▬▬ ▬▬▬ ▬▬▬▬▬ ▬▬ ▬▬▬ ▬▬▬▬▬▬ ▬▬ ▬▬▬▬▬ ▬▬▬ ▬▬▬▬ ▬▬ ▬▬▬▬▬▬▬ ▬▬▬ ▬▬▬▬ ▬▬▬▬▬ ▬▬ ▬▬▬▬▬▬ ▬▬▬ ▬▬▬▬ ▬▬▬▬▬ ▬▬▬ ▬▬▬▬▬▬▬ ▬▬ ▬▬▬ ▬▬▬▬ ▬▬▬▬▬▬ ▬▬▬ ▬▬ ▬▬▬▬▬ ▬▬▬▬ ▬▬▬▬▬▬▬ ▬▬▬ ▬▬▬▬ [264, 61, 376, 348]
article-headline: Herling über den Wahlgsetz. [149, 202, 257, 222]
section-rule [24, 378, 262, 379]
column-4-lower [382, 504, 494, 666]
column-rule [260, 26, 261, 666]
body-text: ▬▬▬▬ ▬▬▬ ▬▬▬▬▬ ▬▬ ▬▬▬ ▬▬▬▬▬▬ ▬▬ ▬▬▬▬▬ ▬▬▬ ▬▬▬▬ ▬▬ ▬▬▬▬▬▬▬ ▬▬▬ ▬▬▬▬ ▬▬▬▬▬ ▬▬ ▬▬▬▬▬▬ ▬▬▬ ▬▬▬▬ ▬▬▬▬▬ ▬▬▬ ▬▬▬▬▬▬▬ ▬▬ ▬▬▬ ▬▬▬▬ ▬▬▬▬▬▬ ▬▬▬ ▬▬ ▬▬▬▬▬ ▬▬▬▬ ▬▬▬▬▬▬▬ ▬▬▬ ▬▬▬▬ ▬▬ ▬▬▬▬▬▬ ▬▬▬▬ ▬▬▬▬▬ ▬▬ ▬▬▬▬▬▬▬ ▬▬▬ ▬▬▬▬ ▬▬▬▬▬▬ ▬▬▬▬ ▬▬ ▬▬▬▬▬ ▬▬▬▬▬▬ ▬▬▬ ▬▬▬▬ ▬▬▬▬▬ ▬▬▬ ▬▬▬▬▬▬ ▬▬▬▬ ▬▬ ▬▬▬▬▬▬▬ ▬▬▬ ▬▬▬▬ ▬▬▬▬▬ ▬▬▬▬▬▬▬ ▬▬▬ ▬▬▬▬ ▬▬▬▬▬ ▬▬▬ ▬▬▬▬▬▬ ▬▬▬▬ ▬▬ ▬▬▬▬▬ ▬▬▬▬ ▬▬▬ ▬▬▬▬▬ ▬▬ ▬▬▬ ▬▬▬▬▬▬ ▬▬ ▬▬▬▬▬ ▬▬▬ ▬▬▬▬ ▬▬ ▬▬▬▬▬▬▬ ▬▬▬ ▬▬▬▬ ▬▬▬▬▬ ▬▬ ▬▬▬▬▬▬ ▬▬▬ ▬▬▬▬ ▬▬▬▬▬ ▬▬▬ ▬▬▬▬▬▬▬ ▬▬ ▬▬▬ ▬▬▬▬ ▬▬▬▬▬▬ ▬▬▬ ▬▬ ▬▬▬▬▬ ▬▬▬▬ ▬▬▬▬▬▬▬ ▬▬▬ ▬▬▬▬ ▬▬ ▬▬▬▬▬▬ ▬▬▬▬ ▬▬▬▬▬ ▬▬ ▬▬▬▬▬▬▬ ▬▬▬ ▬▬▬▬ ▬▬▬▬▬▬ ▬▬▬▬ ▬▬ ▬▬▬▬▬ ▬▬▬▬▬▬ ▬▬▬ ▬▬▬▬ ▬▬▬▬▬ ▬▬▬ ▬▬▬▬▬▬ ▬▬▬▬ ▬▬ ▬▬▬▬▬▬▬ ▬▬▬ ▬▬▬▬ ▬▬▬▬▬ ▬▬▬▬▬▬▬ ▬▬▬ ▬▬▬▬ ▬▬▬▬▬ ▬▬▬ ▬▬▬▬▬▬ ▬▬▬▬ ▬▬ ▬▬▬▬▬ ▬▬▬▬ ▬▬▬ ▬▬▬▬▬ ▬▬ ▬▬▬ ▬▬▬▬▬▬ ▬▬ ▬▬▬▬▬ ▬▬▬ ▬▬▬▬ ▬▬ ▬▬▬▬▬▬▬ ▬▬▬ ▬▬▬▬ ▬▬▬▬▬ ▬▬ ▬▬▬▬▬▬ ▬▬▬ ▬▬▬▬ ▬▬▬▬▬ ▬▬▬ ▬▬▬▬▬▬▬ ▬▬ ▬▬▬ ▬▬▬▬ ▬▬▬▬▬▬ ▬▬▬ ▬▬ ▬▬▬▬▬ ▬▬▬▬ ▬▬▬▬▬▬▬ ▬▬▬ ▬▬▬▬ ▬▬▬▬ ▬▬▬ ▬▬▬▬▬ ▬▬ ▬▬▬ ▬▬▬▬▬▬ ▬▬ ▬▬▬▬▬ ▬▬▬ ▬▬▬▬ ▬▬ ▬▬▬▬▬▬▬ ▬▬▬ ▬▬▬▬ ▬▬▬▬▬ ▬▬ ▬▬▬▬▬▬ ▬▬▬ ▬▬▬▬ ▬▬▬▬▬ ▬▬▬ ▬▬▬▬▬▬▬ ▬▬ ▬▬▬ ▬▬▬▬ ▬▬▬▬▬▬ ▬▬▬ ▬▬ ▬▬▬▬▬ ▬▬▬▬ ▬▬▬▬▬▬▬ ▬▬▬ ▬▬▬▬ ▬▬ ▬▬▬▬▬▬ ▬▬▬▬ ▬▬▬▬▬ ▬▬ ▬▬▬▬▬▬▬ ▬▬▬ ▬▬▬▬ ▬▬▬▬▬▬ ▬▬▬▬ ▬▬ ▬▬▬▬▬ ▬▬▬▬▬▬ ▬▬▬ ▬▬▬▬ ▬▬▬▬▬ ▬▬▬ ▬▬▬▬▬▬ ▬▬▬▬ ▬▬ ▬▬▬▬▬▬▬ ▬▬▬ ▬▬▬▬ ▬▬▬▬▬ ▬▬▬▬▬▬▬ ▬▬▬ ▬▬▬▬ ▬▬▬▬▬ ▬▬▬ ▬▬▬▬▬▬ ▬▬▬▬ ▬▬ ▬▬▬▬▬ ▬▬▬▬ ▬▬▬ ▬▬▬▬▬ ▬▬ ▬▬▬ ▬▬▬▬▬▬ ▬▬ ▬▬▬▬▬ ▬▬▬ ▬▬▬▬ ▬▬ ▬▬▬▬▬▬▬ ▬▬▬ ▬▬▬▬ ▬▬▬▬▬ ▬▬ ▬▬▬▬▬▬ ▬▬▬ ▬▬▬▬ ▬▬▬▬▬ ▬▬▬ ▬▬▬▬ [148, 382, 258, 664]
left-page-scrap [0, 0, 16, 702]
article-headline: Baden und Preußen. [165, 340, 241, 348]
header-page-number: Nr. 43 — Seite 3 [434, 12, 492, 20]
